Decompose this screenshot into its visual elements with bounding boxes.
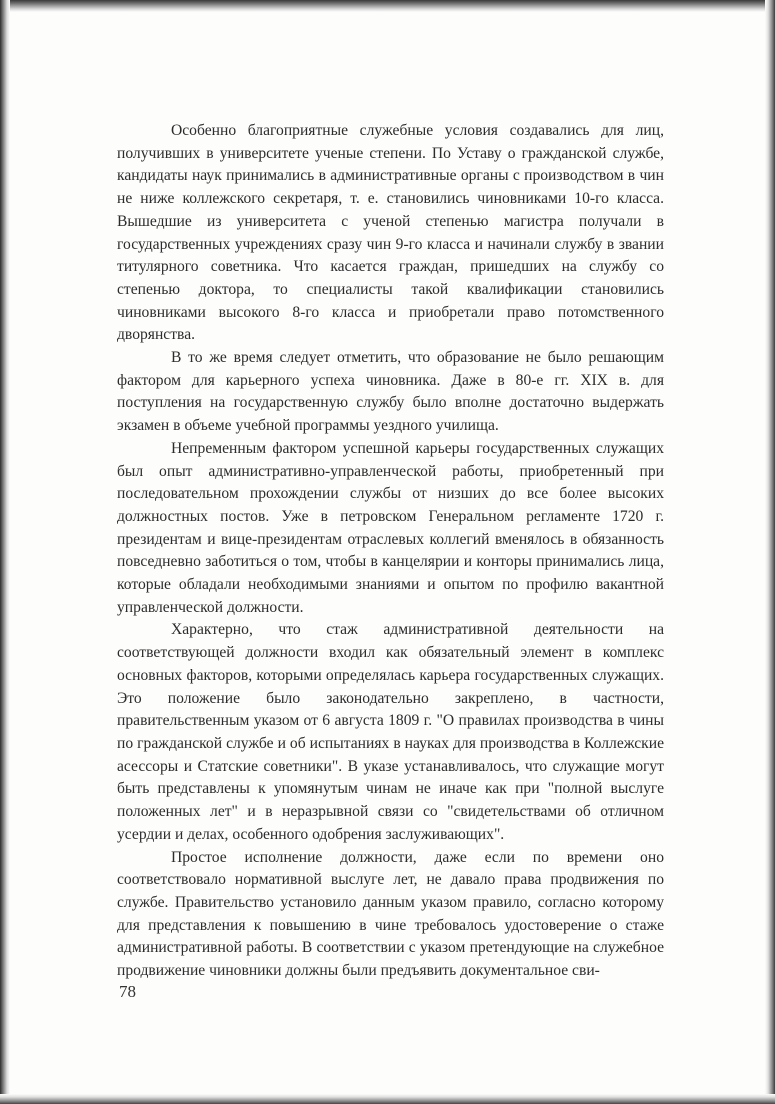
paragraph-3: Непременным фактором успешной карьеры государственных служащих был опыт административно-управленческой работы, приобретенный при последовательном прохождении службы от низших до все более высоких должностных постов. Уже в петровском Генеральном регламенте 1720 г. президентам и вице-президентам отраслевых коллегий вменялось в обязанность повседневно заботиться о том, чтобы в канцелярии и конторы принимались лица, которые обладали необходимыми знаниями и опытом по профилю вакантной управленческой должности. xyxy=(117,439,664,616)
scan-border-bottom xyxy=(0,1094,775,1104)
scan-border-right xyxy=(765,0,775,1104)
page-number: 78 xyxy=(119,982,136,1001)
scan-border-left xyxy=(0,0,10,1104)
paragraph-5: Простое исполнение должности, даже если по времени оно соответствовало нормативной выслуге лет, не давало права продвижения по службе. Правительство установило данным указом правило, согласно которому для представления к повышению в чине требовалось удостоверение о стаже административной работы. В соответствии с указом претендующие на служебное продвижение чиновники должны были предъявить документальное сви- xyxy=(117,848,664,980)
body-text xyxy=(117,120,664,983)
scan-border-top xyxy=(0,0,775,12)
paragraph-4: Характерно, что стаж административной деятельности на соответствующей должности входил как обязательный элемент в комплекс основных факторов, которыми определялась карьера государственных служащих. Это положение было законодательно закреплено, в частности, правительственным указом от 6 августа 1809 г. "О правилах производства в чины по гражданской службе и об испытаниях в науках для производства в Коллежские асессоры и Статские советники". В указе устанавливалось, что служащие могут быть представлены к упомянутым чинам не иначе как при "полной выслуге положенных лет" и в неразрывной связи со "свидетельствами об отличном усердии и делах, особенного одобрения заслуживающих". xyxy=(117,621,664,843)
paragraph-1: Особенно благоприятные служебные условия создавались для лиц, получивших в университете ученые степени. По Уставу о гражданской службе, кандидаты наук принимались в административные органы с производством в чин не ниже коллежского секретаря, т. е. становились чиновниками 10-го класса. Вышедшие из университета с ученой степенью магистра получали в государственных учреждениях сразу чин 9-го класса и начинали службу в звании титулярного советника. Что касается граждан, пришедших на службу со степенью доктора, то специалисты такой квалификации становились чиновниками высокого 8-го класса и приобретали право потомственного дворянства. xyxy=(117,122,664,344)
paragraph-2: В то же время следует отметить, что образование не было решающим фактором для карьерного успеха чиновника. Даже в 80-е гг. XIX в. для поступления на государственную службу было вполне достаточно выдержать экзамен в объеме учебной программы уездного училища. xyxy=(117,349,664,435)
